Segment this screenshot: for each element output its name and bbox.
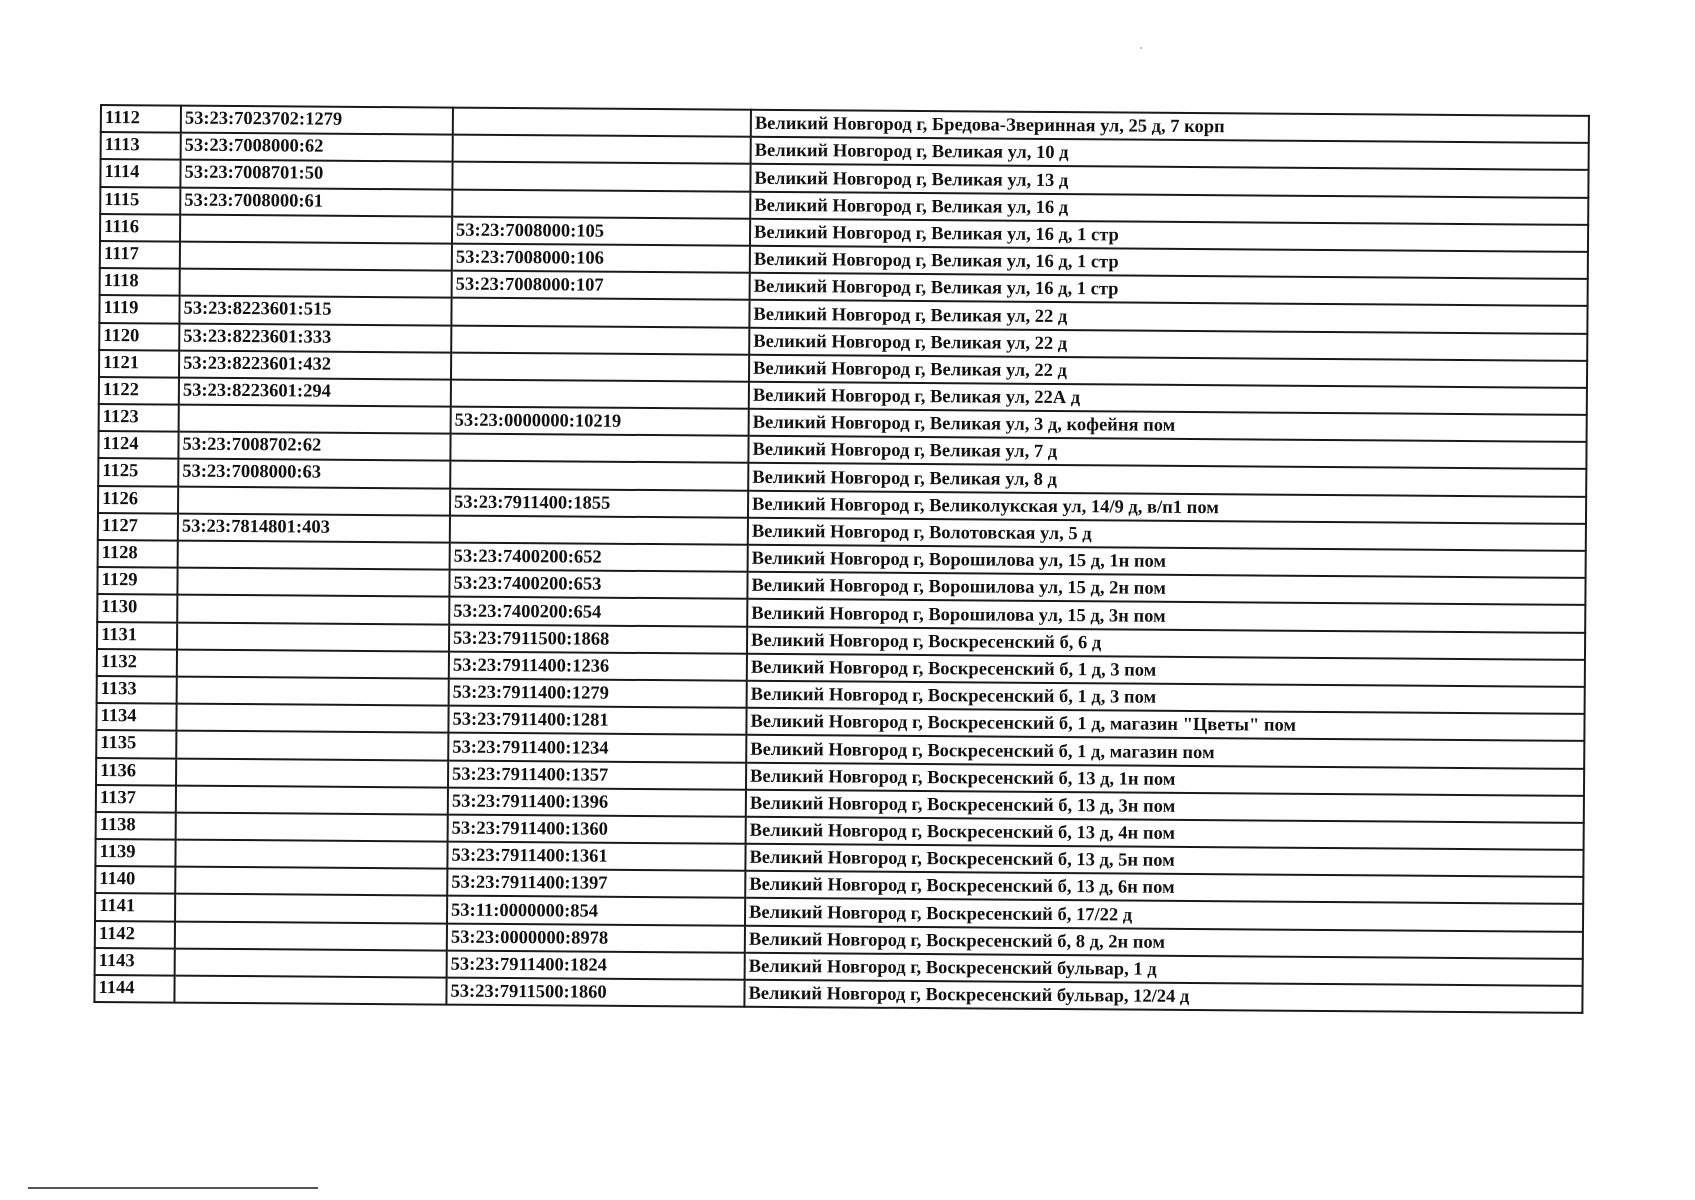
address-cell: Великий Новгород г, Великая ул, 22 д [749, 354, 1587, 387]
cadastral-number-cell [175, 867, 447, 896]
address-cell: Великий Новгород г, Великая ул, 16 д, 1 стр [750, 273, 1588, 306]
room-cadastral-number-cell: 53:23:0000000:8978 [447, 923, 745, 952]
cadastral-number-cell [180, 214, 452, 243]
row-number-cell: 1138 [96, 812, 176, 840]
row-number-cell: 1136 [96, 757, 176, 785]
address-cell: Великий Новгород г, Великая ул, 16 д, 1 стр [750, 246, 1588, 279]
row-number-cell: 1143 [95, 948, 175, 976]
room-cadastral-number-cell: 53:23:7911400:1361 [447, 842, 745, 871]
address-cell: Великий Новгород г, Воскресенский б, 13 д, 4н пом [746, 817, 1584, 850]
room-cadastral-number-cell: 53:23:7008000:106 [452, 244, 750, 273]
address-cell: Великий Новгород г, Бредова-Зверинная ул, 25 д, 7 корп [751, 110, 1589, 143]
address-cell: Великий Новгород г, Великая ул, 22А д [749, 382, 1587, 415]
address-cell: Великий Новгород г, Воскресенский б, 13 д, 6н пом [745, 871, 1583, 904]
cadastral-number-cell [175, 921, 447, 950]
cadastral-number-cell [177, 568, 449, 597]
cadastral-number-cell [178, 541, 450, 570]
room-cadastral-number-cell: 53:11:0000000:854 [447, 896, 745, 925]
room-cadastral-number-cell [451, 298, 749, 327]
cadastral-number-cell [178, 486, 450, 515]
room-cadastral-number-cell: 53:23:7911400:1397 [447, 869, 745, 898]
room-cadastral-number-cell [450, 515, 748, 544]
cadastral-number-cell [175, 948, 447, 977]
cadastral-number-cell: 53:23:7008702:62 [178, 432, 450, 461]
address-cell: Великий Новгород г, Воскресенский б, 1 д, 3 пом [747, 681, 1585, 714]
address-cell: Великий Новгород г, Ворошилова ул, 15 д, 3н пом [747, 599, 1585, 632]
row-number-cell: 1141 [95, 893, 175, 921]
address-cell: Великий Новгород г, Великолукская ул, 14/9 д, в/п1 пом [748, 490, 1586, 523]
cadastral-number-cell: 53:23:8223601:432 [179, 350, 451, 379]
room-cadastral-number-cell: 53:23:7911400:1236 [449, 651, 747, 680]
row-number-cell: 1113 [101, 132, 181, 160]
room-cadastral-number-cell: 53:23:7008000:107 [452, 271, 750, 300]
address-cell: Великий Новгород г, Великая ул, 13 д [750, 164, 1588, 197]
cadastral-number-cell [176, 758, 448, 787]
room-cadastral-number-cell [452, 189, 750, 218]
row-number-cell: 1132 [97, 649, 177, 677]
address-cell: Великий Новгород г, Великая ул, 22 д [749, 300, 1587, 333]
row-number-cell: 1123 [99, 404, 179, 432]
cadastral-number-cell: 53:23:7008000:63 [178, 459, 450, 488]
cadastral-number-cell [177, 595, 449, 624]
row-number-cell: 1134 [96, 703, 176, 731]
cadastral-number-cell [176, 785, 448, 814]
address-cell: Великий Новгород г, Воскресенский б, 1 д, 3 пом [747, 654, 1585, 687]
scan-speck [1140, 47, 1142, 49]
room-cadastral-number-cell: 53:23:7400200:652 [450, 543, 748, 572]
row-number-cell: 1115 [100, 187, 180, 215]
room-cadastral-number-cell: 53:23:7911400:1234 [448, 733, 746, 762]
address-cell: Великий Новгород г, Великая ул, 16 д [750, 191, 1588, 224]
cadastral-number-cell [177, 649, 449, 678]
row-number-cell: 1129 [97, 567, 177, 595]
cadastral-number-cell [176, 731, 448, 760]
room-cadastral-number-cell: 53:23:0000000:10219 [451, 407, 749, 436]
row-number-cell: 1133 [97, 676, 177, 704]
cadastral-number-cell: 53:23:7008000:62 [181, 133, 453, 162]
address-cell: Великий Новгород г, Воскресенский бульвар, 1 д [745, 953, 1583, 986]
address-cell: Великий Новгород г, Великая ул, 8 д [748, 463, 1586, 496]
address-cell: Великий Новгород г, Воскресенский б, 1 д, магазин пом [746, 735, 1584, 768]
cadastral-number-cell: 53:23:8223601:515 [179, 296, 451, 325]
address-cell: Великий Новгород г, Волотовская ул, 5 д [748, 518, 1586, 551]
row-number-cell: 1121 [99, 350, 179, 378]
cadastral-number-cell [176, 704, 448, 733]
room-cadastral-number-cell: 53:23:7911400:1396 [448, 787, 746, 816]
cadastral-number-cell: 53:23:7008701:50 [180, 160, 452, 189]
cadastral-number-cell [176, 812, 448, 841]
address-cell: Великий Новгород г, Воскресенский бульвар, 12/24 д [744, 980, 1582, 1013]
row-number-cell: 1124 [98, 431, 178, 459]
cadastral-number-cell [179, 405, 451, 434]
row-number-cell: 1144 [94, 975, 174, 1003]
row-number-cell: 1119 [99, 295, 179, 323]
room-cadastral-number-cell: 53:23:7911500:1868 [449, 624, 747, 653]
row-number-cell: 1117 [100, 241, 180, 269]
room-cadastral-number-cell: 53:23:7911400:1281 [448, 706, 746, 735]
row-number-cell: 1128 [98, 540, 178, 568]
address-cell: Великий Новгород г, Великая ул, 16 д, 1 стр [750, 219, 1588, 252]
registry-table-body [94, 105, 1589, 1013]
cadastral-number-cell [175, 840, 447, 869]
row-number-cell: 1131 [97, 622, 177, 650]
room-cadastral-number-cell: 53:23:7008000:105 [452, 216, 750, 245]
row-number-cell: 1126 [98, 486, 178, 514]
cadastral-number-cell [180, 269, 452, 298]
cadastral-number-cell: 53:23:8223601:333 [179, 323, 451, 352]
row-number-cell: 1140 [95, 866, 175, 894]
address-cell: Великий Новгород г, Воскресенский б, 13 д, 1н пом [746, 762, 1584, 795]
cadastral-number-cell [174, 976, 446, 1005]
room-cadastral-number-cell: 53:23:7911400:1357 [448, 760, 746, 789]
cadastral-number-cell [177, 677, 449, 706]
address-cell: Великий Новгород г, Воскресенский б, 17/22 д [745, 898, 1583, 931]
room-cadastral-number-cell: 53:23:7400200:653 [449, 570, 747, 599]
room-cadastral-number-cell [451, 325, 749, 354]
row-number-cell: 1139 [95, 839, 175, 867]
room-cadastral-number-cell: 53:23:7400200:654 [449, 597, 747, 626]
footer-rule [28, 1187, 318, 1189]
room-cadastral-number-cell [452, 162, 750, 191]
room-cadastral-number-cell [451, 352, 749, 381]
cadastral-number-cell: 53:23:8223601:294 [179, 377, 451, 406]
row-number-cell: 1118 [100, 268, 180, 296]
row-number-cell: 1130 [97, 594, 177, 622]
row-number-cell: 1135 [96, 730, 176, 758]
room-cadastral-number-cell: 53:23:7911500:1860 [446, 978, 744, 1007]
row-number-cell: 1112 [101, 105, 181, 133]
room-cadastral-number-cell [453, 108, 751, 137]
room-cadastral-number-cell [453, 135, 751, 164]
row-number-cell: 1120 [99, 323, 179, 351]
cadastral-number-cell [175, 894, 447, 923]
row-number-cell: 1142 [95, 921, 175, 949]
row-number-cell: 1122 [99, 377, 179, 405]
row-number-cell: 1125 [98, 458, 178, 486]
address-cell: Великий Новгород г, Воскресенский б, 13 д, 5н пом [745, 844, 1583, 877]
address-cell: Великий Новгород г, Великая ул, 10 д [751, 137, 1589, 170]
room-cadastral-number-cell [451, 379, 749, 408]
row-number-cell: 1127 [98, 513, 178, 541]
room-cadastral-number-cell [450, 461, 748, 490]
registry-table [93, 104, 1590, 1014]
cadastral-number-cell: 53:23:7023702:1279 [181, 106, 453, 135]
address-cell: Великий Новгород г, Воскресенский б, 6 д [747, 626, 1585, 659]
address-cell: Великий Новгород г, Ворошилова ул, 15 д, 2н пом [747, 572, 1585, 605]
row-number-cell: 1137 [96, 785, 176, 813]
room-cadastral-number-cell: 53:23:7911400:1360 [448, 814, 746, 843]
room-cadastral-number-cell: 53:23:7911400:1279 [449, 679, 747, 708]
cadastral-number-cell: 53:23:7814801:403 [178, 513, 450, 542]
address-cell: Великий Новгород г, Воскресенский б, 1 д, магазин "Цветы" пом [746, 708, 1584, 741]
cadastral-number-cell: 53:23:7008000:61 [180, 187, 452, 216]
address-cell: Великий Новгород г, Ворошилова ул, 15 д, 1н пом [748, 545, 1586, 578]
room-cadastral-number-cell [450, 434, 748, 463]
row-number-cell: 1116 [100, 214, 180, 242]
room-cadastral-number-cell: 53:23:7911400:1855 [450, 488, 748, 517]
address-cell: Великий Новгород г, Великая ул, 22 д [749, 327, 1587, 360]
address-cell: Великий Новгород г, Воскресенский б, 8 д, 2н пом [745, 925, 1583, 958]
address-cell: Великий Новгород г, Воскресенский б, 13 д, 3н пом [746, 789, 1584, 822]
room-cadastral-number-cell: 53:23:7911400:1824 [447, 950, 745, 979]
cadastral-number-cell [180, 242, 452, 271]
address-cell: Великий Новгород г, Великая ул, 3 д, кофейня пом [749, 409, 1587, 442]
cadastral-number-cell [177, 622, 449, 651]
address-cell: Великий Новгород г, Великая ул, 7 д [748, 436, 1586, 469]
row-number-cell: 1114 [100, 159, 180, 187]
